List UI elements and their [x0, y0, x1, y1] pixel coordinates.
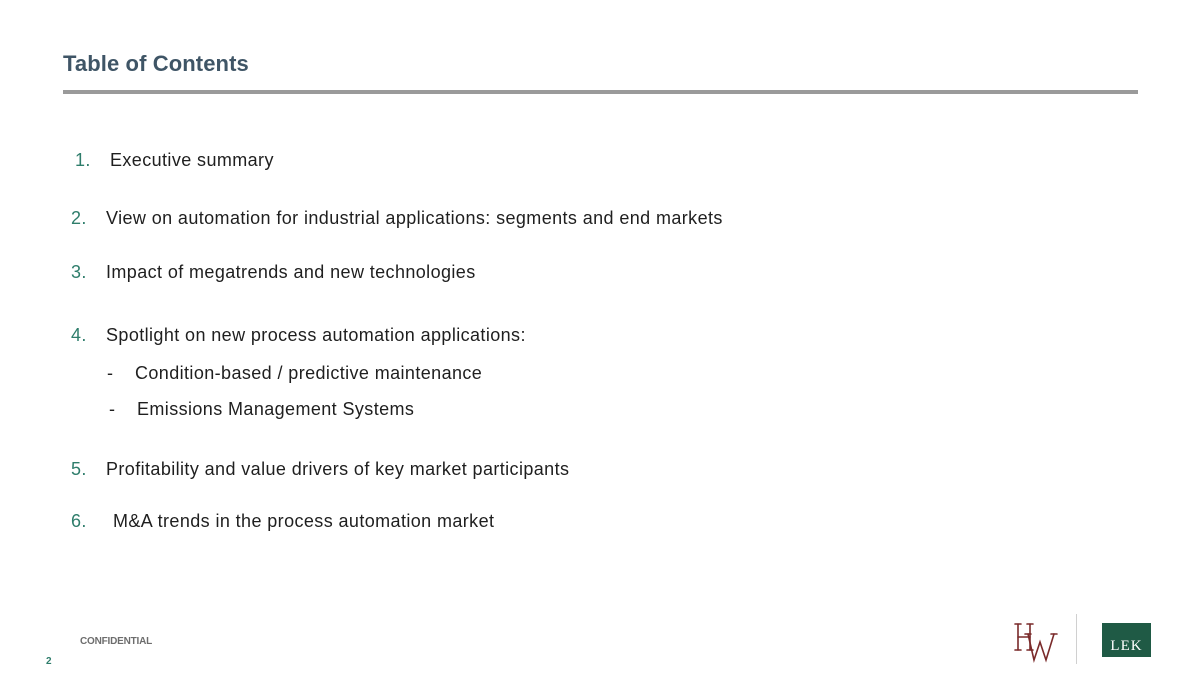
- hw-monogram-logo: [1012, 620, 1058, 664]
- toc-sub-item-marker: -: [109, 399, 116, 419]
- page-title: Table of Contents: [63, 51, 249, 76]
- toc-item-number: 1.: [75, 150, 91, 170]
- title-divider: [63, 90, 1138, 94]
- toc-item-4: [71, 324, 526, 346]
- toc-sub-item-label: Condition-based / predictive maintenance: [135, 363, 483, 383]
- toc-item-label: M&A trends in the process automation market: [113, 511, 495, 531]
- toc-item-1: [75, 149, 274, 171]
- toc-item-3: [71, 261, 476, 283]
- toc-sub-item-1: [107, 362, 482, 384]
- confidential-label: CONFIDENTIAL: [80, 636, 153, 647]
- toc-item-number: 5.: [71, 459, 87, 479]
- toc-item-2: [71, 207, 723, 229]
- toc-item-number: 6.: [71, 511, 87, 531]
- toc-sub-item-label: Emissions Management Systems: [137, 399, 415, 419]
- toc-item-label: Spotlight on new process automation applications:: [106, 325, 526, 345]
- toc-item-label: View on automation for industrial applications: segments and end markets: [106, 208, 723, 228]
- page-number: 2: [46, 656, 52, 667]
- lek-logo: LEK: [1102, 623, 1151, 657]
- logo-divider: [1076, 614, 1077, 664]
- toc-item-number: 4.: [71, 325, 87, 345]
- toc-item-5: [71, 458, 569, 480]
- toc-item-6: [71, 510, 494, 532]
- toc-sub-item-2: [109, 398, 414, 420]
- toc-sub-item-marker: -: [107, 363, 114, 383]
- toc-item-label: Impact of megatrends and new technologies: [106, 262, 476, 282]
- toc-item-number: 2.: [71, 208, 87, 228]
- toc-item-number: 3.: [71, 262, 87, 282]
- toc-item-label: Executive summary: [110, 150, 274, 170]
- toc-item-label: Profitability and value drivers of key market participants: [106, 459, 570, 479]
